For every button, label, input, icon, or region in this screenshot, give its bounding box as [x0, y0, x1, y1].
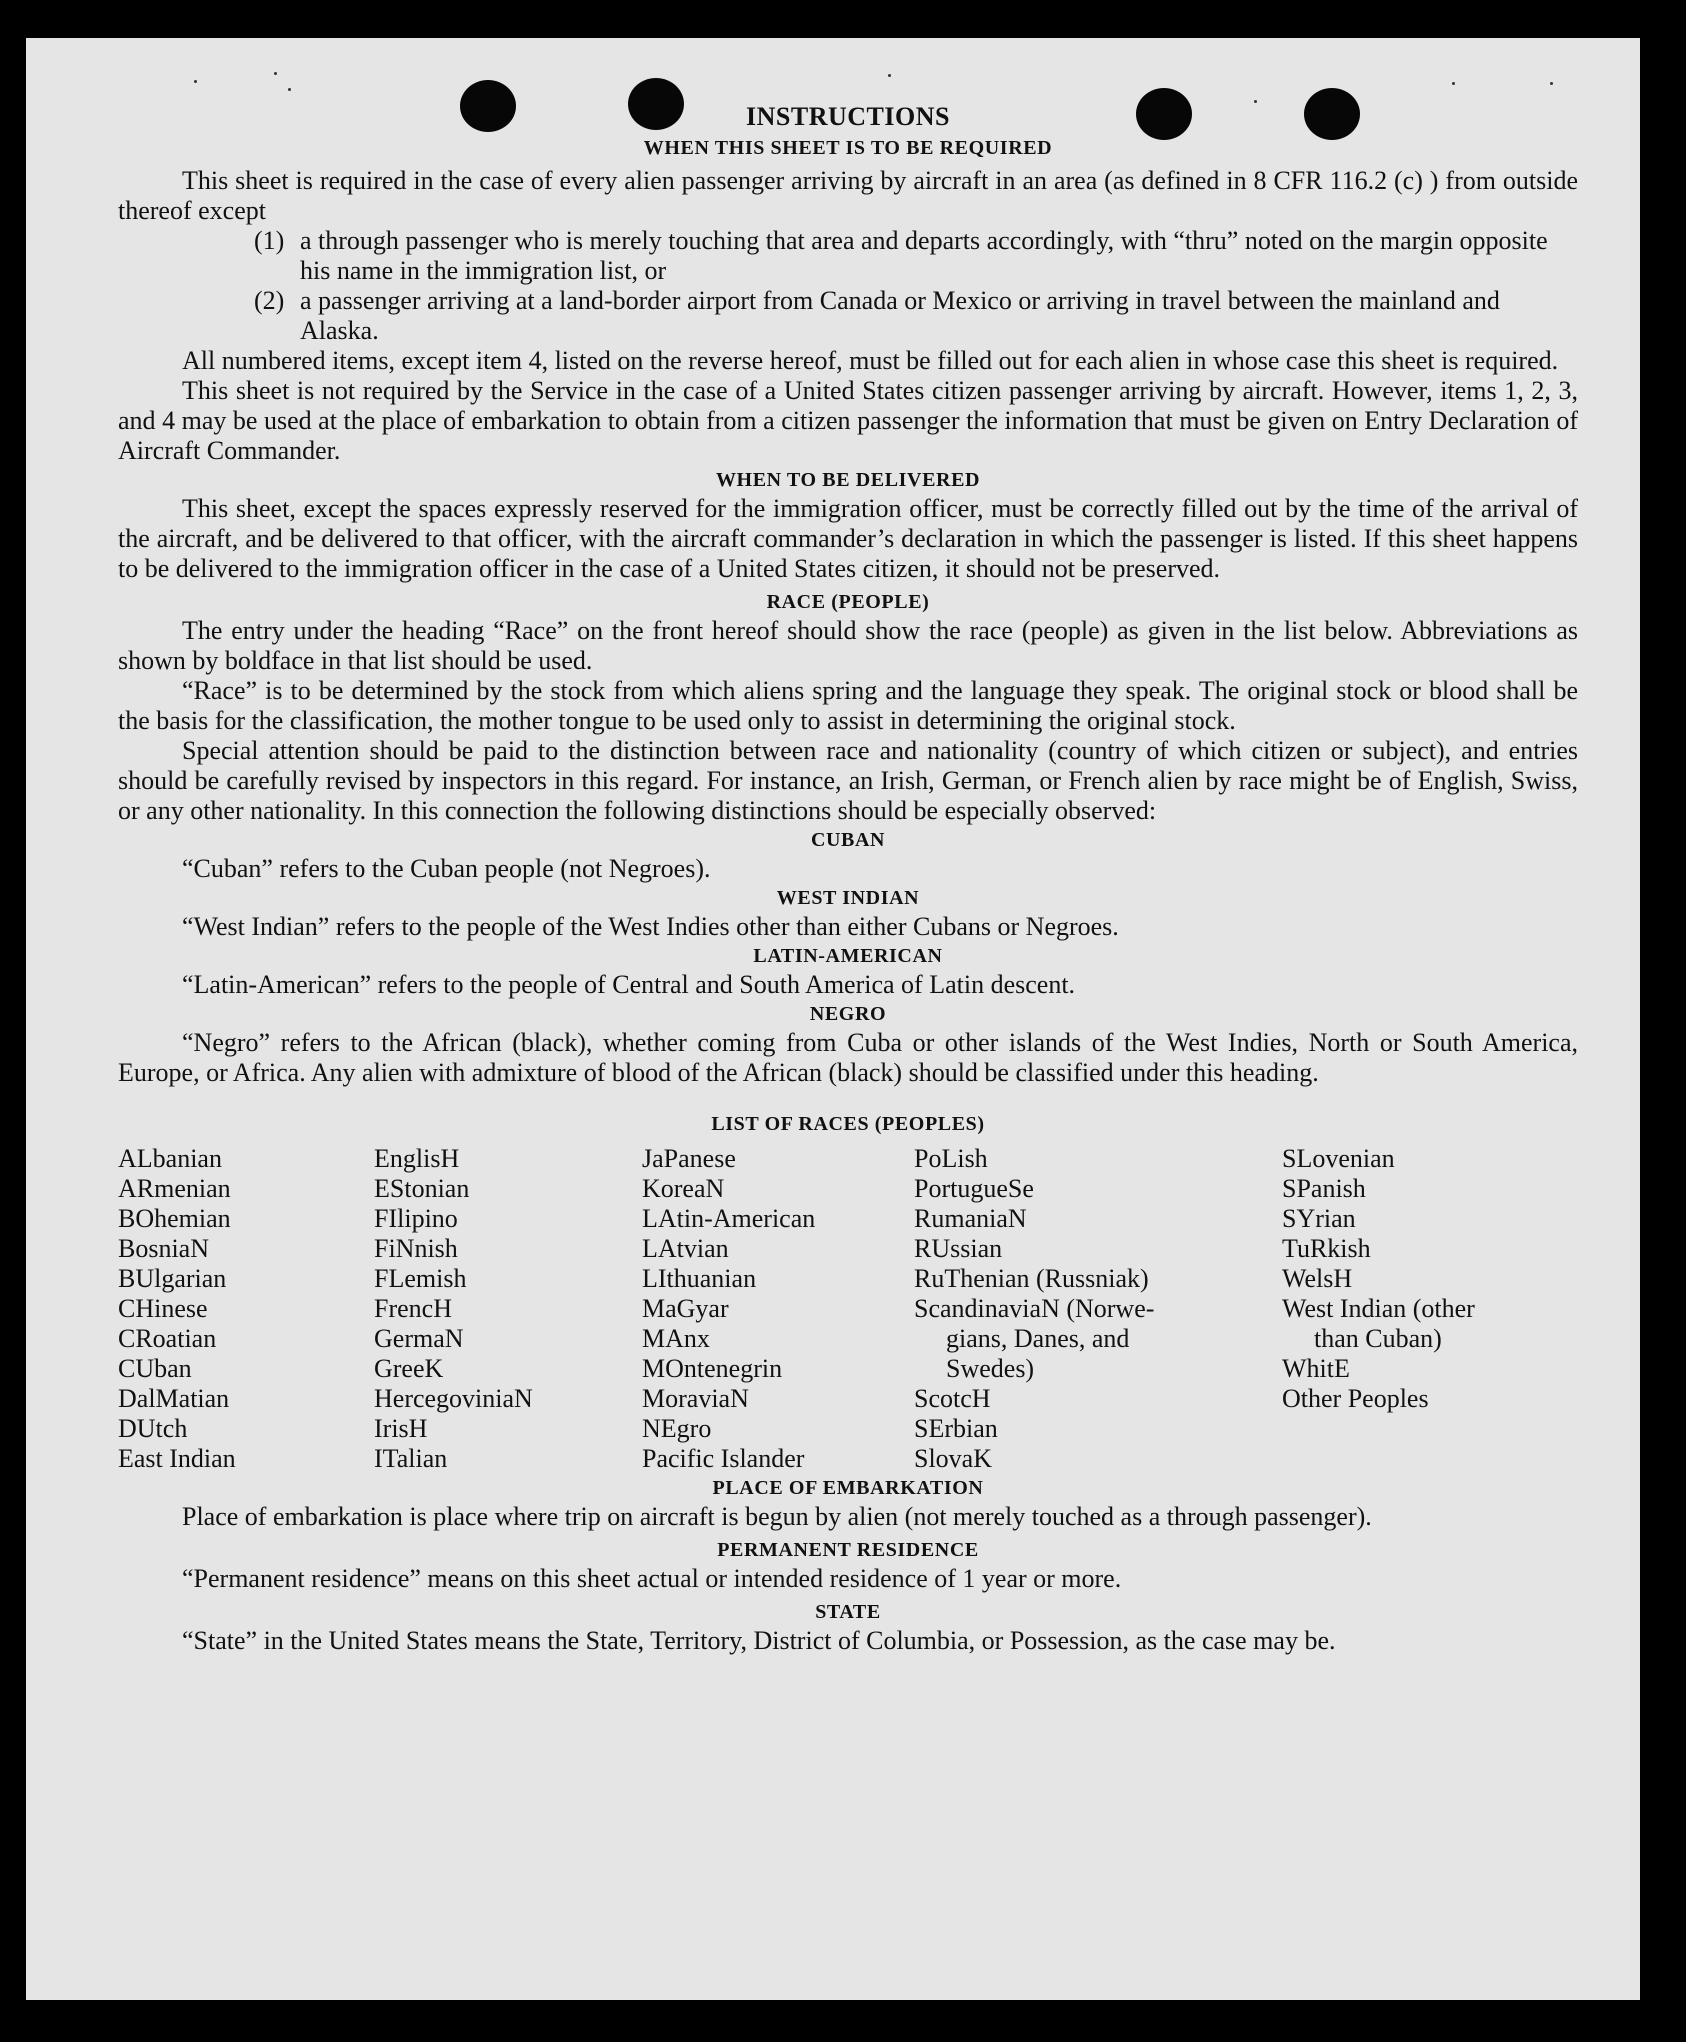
definition-heading-west-indian: WEST INDIAN	[776, 887, 920, 909]
race-list-item: LIthuanian	[642, 1264, 757, 1293]
race-list-item: MOntenegrin	[642, 1354, 783, 1383]
races-column-4	[914, 1144, 1282, 1474]
race-list-item: NEgro	[642, 1414, 712, 1443]
list-item-text: a passenger arriving at a land-border airport from Canada or Mexico or arriving in travel between the mainland and Alaska.	[300, 286, 1500, 345]
race-list-item: CUban	[118, 1354, 192, 1383]
paragraph-residence: “Permanent residence” means on this sheet actual or intended residence of 1 year or more.	[182, 1564, 1122, 1593]
speck	[194, 80, 197, 83]
race-list-item: BUlgarian	[118, 1264, 227, 1293]
race-list-item: CHinese	[118, 1294, 208, 1323]
race-list-item: FLemish	[374, 1264, 467, 1293]
paragraph-state: “State” in the United States means the State, Territory, District of Columbia, or Possession, as the case may be.	[182, 1626, 1336, 1655]
race-list-item: PoLish	[914, 1144, 988, 1173]
race-list-item: EnglisH	[374, 1144, 460, 1173]
race-list-item: GreeK	[374, 1354, 444, 1383]
race-list-item: IrisH	[374, 1414, 428, 1443]
race-list-item: SPanish	[1282, 1174, 1366, 1203]
definition-heading-latin-american: LATIN-AMERICAN	[753, 945, 943, 967]
document-sheet	[26, 38, 1640, 2000]
section-heading-when-required: WHEN THIS SHEET IS TO BE REQUIRED	[643, 137, 1053, 159]
list-item	[254, 226, 1578, 286]
paragraph-citizen: This sheet is not required by the Service in the case of a United States citizen passenger arriving by aircraft. However, items 1, 2, 3, and 4 may be used at the place of embarkation to obtain from a citizen passenger the information that must be given on Entry Declaration of Aircraft Commander.	[118, 376, 1578, 465]
race-list-item: gians, Danes, and	[946, 1324, 1130, 1353]
race-list-item: ITalian	[374, 1444, 448, 1473]
section-heading-when-delivered: WHEN TO BE DELIVERED	[715, 469, 981, 491]
race-list-item: Pacific Islander	[642, 1444, 805, 1473]
race-list-item: DalMatian	[118, 1384, 230, 1413]
race-list-item: FrencH	[374, 1294, 452, 1323]
race-list-item: SYrian	[1282, 1204, 1356, 1233]
race-list-item: WelsH	[1282, 1264, 1353, 1293]
race-list-item: West Indian (other	[1282, 1294, 1475, 1323]
race-list-item: GermaN	[374, 1324, 464, 1353]
section-heading-list-of-races: LIST OF RACES (PEOPLES)	[711, 1113, 985, 1135]
race-list-item: MAnx	[642, 1324, 710, 1353]
race-list-item: KoreaN	[642, 1174, 725, 1203]
definition-text-west-indian: “West Indian” refers to the people of the West Indies other than either Cubans or Negroes.	[182, 912, 1119, 941]
paragraph-embarkation: Place of embarkation is place where trip on aircraft is begun by alien (not merely touched as a through passenger).	[182, 1502, 1372, 1531]
section-heading-state: STATE	[815, 1601, 881, 1623]
list-item	[254, 286, 1578, 346]
definition-text-cuban: “Cuban” refers to the Cuban people (not Negroes).	[182, 854, 711, 883]
race-list-item: LAtin-American	[642, 1204, 816, 1233]
race-list-item: DUtch	[118, 1414, 188, 1443]
race-list-item: Other Peoples	[1282, 1384, 1429, 1413]
paragraph-delivery: This sheet, except the spaces expressly reserved for the immigration officer, must be correctly filled out by the time of the arrival of the aircraft, and be delivered to that officer, with the aircraft commander’s declaration in which the passenger is listed. If this sheet happens to be delivered to the immigration officer in the case of a United States citizen, it should not be preserved.	[118, 494, 1578, 583]
race-list-item: RumaniaN	[914, 1204, 1027, 1233]
speck	[888, 74, 891, 77]
race-list-item: ARmenian	[118, 1174, 231, 1203]
race-list-item: East Indian	[118, 1444, 236, 1473]
section-heading-race: RACE (PEOPLE)	[766, 591, 930, 613]
definition-text-negro: “Negro” refers to the African (black), whether coming from Cuba or other islands of the West Indies, North or South America, Europe, or Africa. Any alien with admixture of blood of the African (black) should be classified under this heading.	[118, 1028, 1578, 1087]
race-list-item: ALbanian	[118, 1144, 222, 1173]
instructions-content	[118, 100, 1578, 1656]
exception-list	[254, 226, 1578, 346]
list-item-number: (1)	[254, 226, 285, 255]
races-column-2	[374, 1144, 642, 1474]
page-title: INSTRUCTIONS	[746, 102, 950, 131]
race-list-item: than Cuban)	[1314, 1324, 1442, 1353]
paragraph-race-nationality: Special attention should be paid to the distinction between race and nationality (country of which citizen or subject), and entries should be carefully revised by inspectors in this regard. For instance, an Irish, German, or French alien by race might be of English, Swiss, or any other nationality. In this connection the following distinctions should be especially observed:	[118, 736, 1578, 825]
paragraph-race-definition: “Race” is to be determined by the stock from which aliens spring and the language they speak. The original stock or blood shall be the basis for the classification, the mother tongue to be used only to assist in determining the original stock.	[118, 676, 1578, 735]
race-list-item: LAtvian	[642, 1234, 729, 1263]
race-list-item: SlovaK	[914, 1444, 992, 1473]
paragraph-numbered-items: All numbered items, except item 4, listed on the reverse hereof, must be filled out for each alien in whose case this sheet is required.	[182, 346, 1559, 375]
speck	[288, 88, 291, 91]
race-list-item: BosniaN	[118, 1234, 209, 1263]
race-list-item: HercegoviniaN	[374, 1384, 533, 1413]
race-list-item: RUssian	[914, 1234, 1003, 1263]
race-list-item: FiNnish	[374, 1234, 458, 1263]
paragraph-race-entry: The entry under the heading “Race” on the front hereof should show the race (people) as given in the list below. Abbreviations as shown by boldface in that list should be used.	[118, 616, 1578, 675]
race-list-item: JaPanese	[642, 1144, 736, 1173]
race-list-item: Swedes)	[946, 1354, 1035, 1383]
paragraph-intro: This sheet is required in the case of every alien passenger arriving by aircraft in an area (as defined in 8 CFR 116.2 (c) ) from outside thereof except	[118, 166, 1578, 225]
speck	[1452, 82, 1455, 85]
speck	[274, 72, 277, 75]
races-column-1	[118, 1144, 374, 1474]
race-list-item: ScotcH	[914, 1384, 991, 1413]
race-list-item: SErbian	[914, 1414, 998, 1443]
race-list-item: BOhemian	[118, 1204, 231, 1233]
race-list-item: EStonian	[374, 1174, 470, 1203]
section-heading-residence: PERMANENT RESIDENCE	[717, 1539, 979, 1561]
definition-heading-negro: NEGRO	[809, 1003, 887, 1025]
race-list-item: TuRkish	[1282, 1234, 1371, 1263]
race-list-item: CRoatian	[118, 1324, 217, 1353]
section-heading-embarkation: PLACE OF EMBARKATION	[712, 1477, 984, 1499]
definition-heading-cuban: CUBAN	[810, 829, 886, 851]
list-item-number: (2)	[254, 286, 285, 315]
races-column-3	[642, 1144, 914, 1474]
race-list-item: FIlipino	[374, 1204, 458, 1233]
race-list-item: RuThenian (Russniak)	[914, 1264, 1149, 1293]
races-column-5	[1282, 1144, 1578, 1474]
race-list-item: ScandinaviaN (Norwe-	[914, 1294, 1155, 1323]
list-item-text: a through passenger who is merely touching that area and departs accordingly, with “thru” noted on the margin opposite his name in the immigration list, or	[300, 226, 1548, 285]
race-list-item: MaGyar	[642, 1294, 729, 1323]
race-list-item: SLovenian	[1282, 1144, 1395, 1173]
race-list-item: WhitE	[1282, 1354, 1350, 1383]
race-list-item: PortugueSe	[914, 1174, 1034, 1203]
race-list-item: MoraviaN	[642, 1384, 749, 1413]
races-list	[118, 1144, 1578, 1474]
definition-text-latin-american: “Latin-American” refers to the people of Central and South America of Latin descent.	[182, 970, 1076, 999]
speck	[1550, 82, 1553, 85]
